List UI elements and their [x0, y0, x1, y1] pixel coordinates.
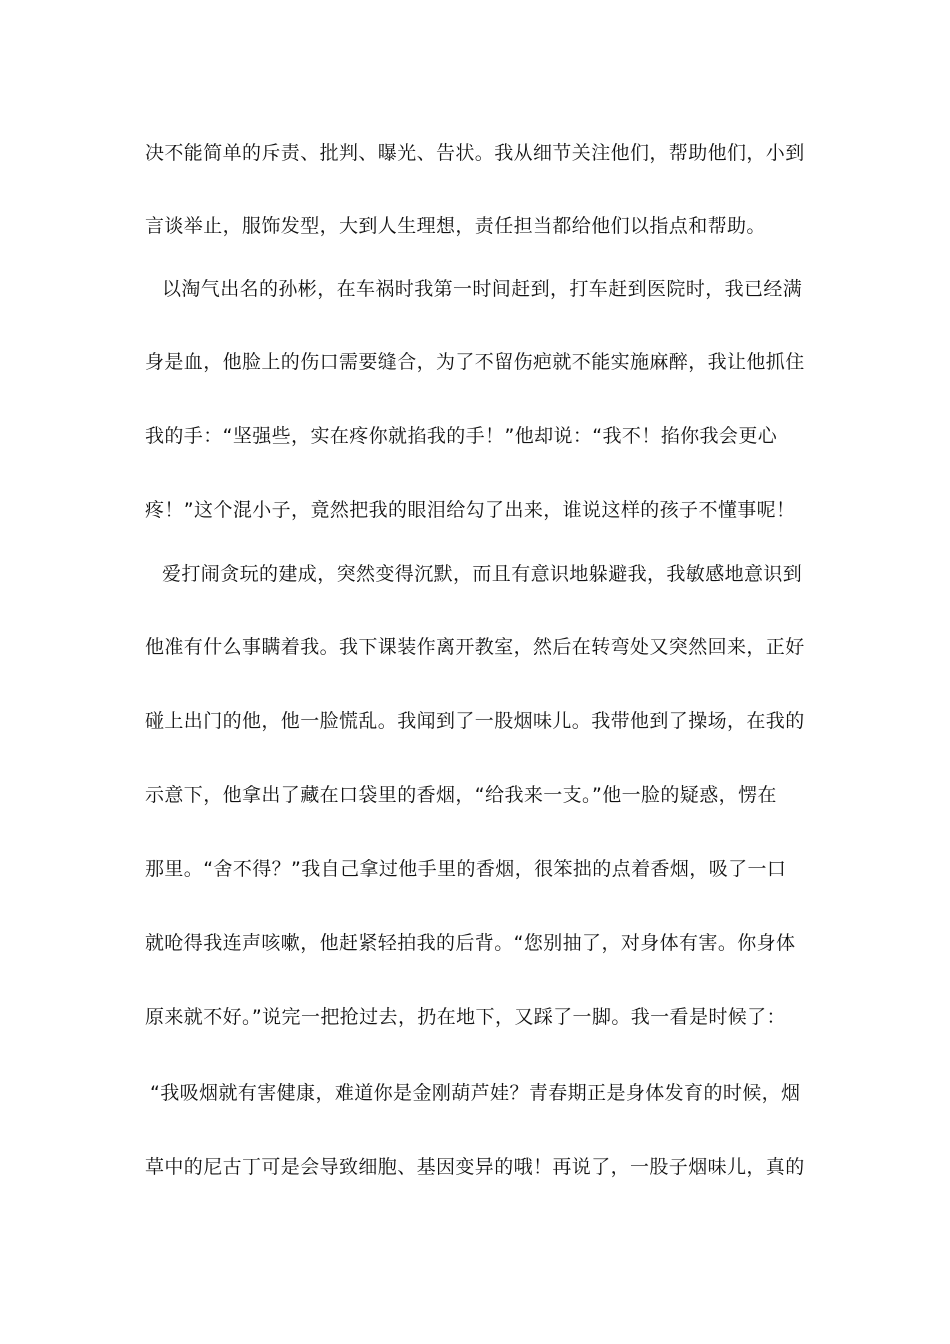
text-line: 草中的尼古丁可是会导致细胞、基因变异的哦！再说了，一股子烟味儿，真的: [145, 1156, 805, 1178]
text-line: 言谈举止，服饰发型，大到人生理想，责任担当都给他们以指点和帮助。: [145, 215, 766, 237]
text-line: 我的手：“坚强些，实在疼你就掐我的手！”他却说：“我不！掐你我会更心: [145, 425, 778, 447]
text-line: 他准有什么事瞒着我。我下课装作离开教室，然后在转弯处又突然回来，正好: [145, 636, 805, 658]
text-line: 那里。“舍不得？”我自己拿过他手里的香烟，很笨拙的点着香烟，吸了一口: [145, 858, 787, 880]
text-line: 示意下，他拿出了藏在口袋里的香烟，“给我来一支。”他一脸的疑惑，愣在: [145, 784, 777, 806]
text-line: 以淘气出名的孙彬，在车祸时我第一时间赶到，打车赶到医院时，我已经满: [162, 278, 803, 300]
text-line: 身是血，他脸上的伤口需要缝合，为了不留伤疤就不能实施麻醉，我让他抓住: [145, 351, 805, 373]
text-line: 就呛得我连声咳嗽，他赶紧轻拍我的后背。“您别抽了，对身体有害。你身体: [145, 932, 796, 954]
text-line: 碰上出门的他，他一脸慌乱。我闻到了一股烟味儿。我带他到了操场，在我的: [145, 710, 805, 732]
text-line: 疼！”这个混小子，竟然把我的眼泪给勾了出来，谁说这样的孩子不懂事呢！: [145, 499, 796, 521]
text-line: “我吸烟就有害健康，难道你是金刚葫芦娃？青春期正是身体发育的时候，烟: [150, 1082, 801, 1104]
text-line: 决不能简单的斥责、批判、曝光、告状。我从细节关注他们，帮助他们，小到: [145, 142, 805, 164]
text-line: 原来就不好。”说完一把抢过去，扔在地下，又踩了一脚。我一看是时候了：: [145, 1006, 786, 1028]
text-line: 爱打闹贪玩的建成，突然变得沉默，而且有意识地躲避我，我敏感地意识到: [162, 563, 803, 585]
